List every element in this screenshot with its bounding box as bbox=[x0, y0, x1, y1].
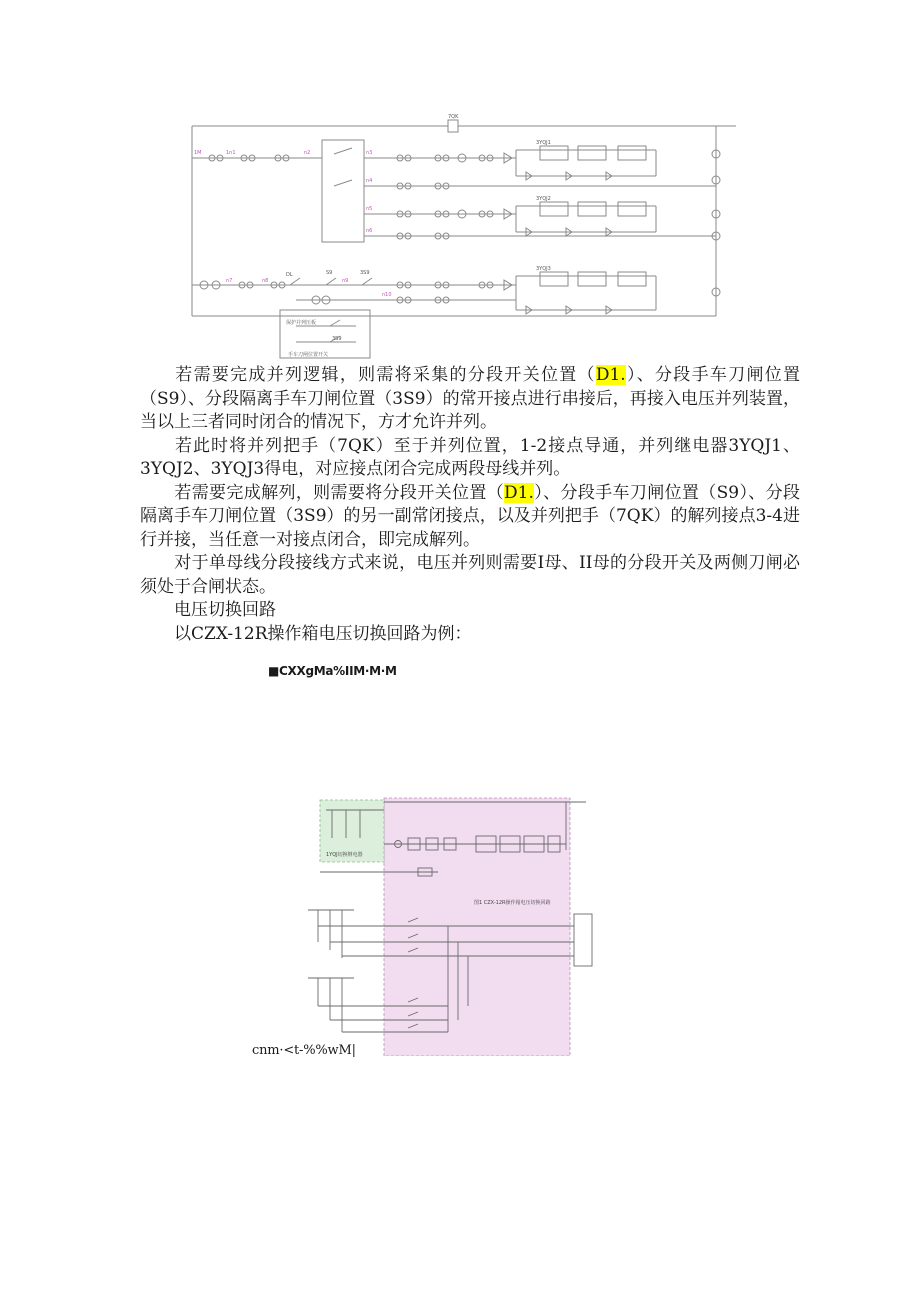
svg-text:n10: n10 bbox=[382, 292, 392, 298]
svg-text:n9: n9 bbox=[342, 278, 349, 284]
paragraph-text: 以CZX-12R操作箱电压切换回路为例： bbox=[174, 623, 472, 644]
paragraph-example bbox=[140, 623, 800, 647]
svg-text:1n1: 1n1 bbox=[226, 150, 236, 156]
voltage-switching-circuit-diagram bbox=[298, 792, 594, 1056]
section-heading bbox=[140, 599, 800, 623]
paragraph-deparallel bbox=[140, 482, 800, 553]
svg-text:n3: n3 bbox=[366, 150, 373, 156]
figure-caption-garbled: ■CXXgMa%IIM·M·M bbox=[268, 664, 397, 678]
svg-text:n2: n2 bbox=[304, 150, 311, 156]
svg-text:3S9: 3S9 bbox=[360, 270, 370, 276]
svg-text:图1 CZX-12R操作箱电压切换回路: 图1 CZX-12R操作箱电压切换回路 bbox=[474, 900, 551, 906]
svg-text:n5: n5 bbox=[366, 206, 373, 212]
svg-text:n6: n6 bbox=[366, 228, 373, 234]
svg-text:1M: 1M bbox=[194, 150, 202, 156]
paragraph-text: 对于单母线分段接线方式来说，电压并列则需要I母、II母的分段开关及两侧刀闸必须处于合闸状态。 bbox=[140, 553, 800, 597]
figure-caption-garbled-2: cnm·<t-%%wM| bbox=[252, 1043, 356, 1058]
highlighted-code: D1. bbox=[504, 482, 534, 503]
paragraph-text: 若此时将并列把手（7QK）至于并列位置，1-2接点导通，并列继电器3YQJ1、3YQJ2、3YQJ3得电，对应接点闭合完成两段母线并列。 bbox=[140, 435, 800, 479]
svg-text:n7: n7 bbox=[226, 278, 233, 284]
body-text bbox=[140, 364, 800, 646]
voltage-parallel-circuit-diagram bbox=[186, 110, 742, 368]
svg-text:S9: S9 bbox=[326, 270, 333, 276]
paragraph-text: ）、分段手车刀闸位置（S9）、分段隔离手车刀闸位置（3S9）的另一副常闭接点，以及并列把手（7QK）的解列接点3-4进行并接，当任意一对接点闭合，即完成解列。 bbox=[140, 482, 800, 550]
paragraph-text: 若需要完成并列逻辑，则需将采集的分段开关位置（ bbox=[174, 365, 596, 385]
svg-text:7QK: 7QK bbox=[448, 114, 459, 120]
highlighted-code: D1. bbox=[595, 365, 626, 385]
svg-text:3S9: 3S9 bbox=[332, 336, 342, 342]
svg-text:3YQJ3: 3YQJ3 bbox=[536, 266, 551, 272]
paragraph-parallel-handle bbox=[140, 435, 800, 482]
svg-text:n4: n4 bbox=[366, 178, 373, 184]
svg-text:3YQJ2: 3YQJ2 bbox=[536, 196, 551, 202]
svg-text:3YQJ1: 3YQJ1 bbox=[536, 140, 551, 146]
svg-text:DL: DL bbox=[286, 272, 293, 278]
paragraph-text: ）、分段手车刀闸位置（S9）、分段隔离手车刀闸位置（3S9）的常开接点进行串接后，再接入电压并列装置，当以上三者同时闭合的情况下，方才允许并列。 bbox=[140, 365, 801, 432]
paragraph-single-bus bbox=[140, 552, 800, 599]
svg-text:保护并列压板: 保护并列压板 bbox=[286, 320, 317, 326]
paragraph-text: 若需要完成解列，则需要将分段开关位置（ bbox=[174, 482, 505, 503]
svg-text:1YQJ切换继电器: 1YQJ切换继电器 bbox=[326, 852, 363, 858]
svg-text:手车刀闸位置开关: 手车刀闸位置开关 bbox=[288, 352, 329, 358]
svg-text:n8: n8 bbox=[262, 278, 269, 284]
heading-text: 电压切换回路 bbox=[174, 600, 276, 620]
paragraph-parallel-logic bbox=[140, 364, 800, 435]
